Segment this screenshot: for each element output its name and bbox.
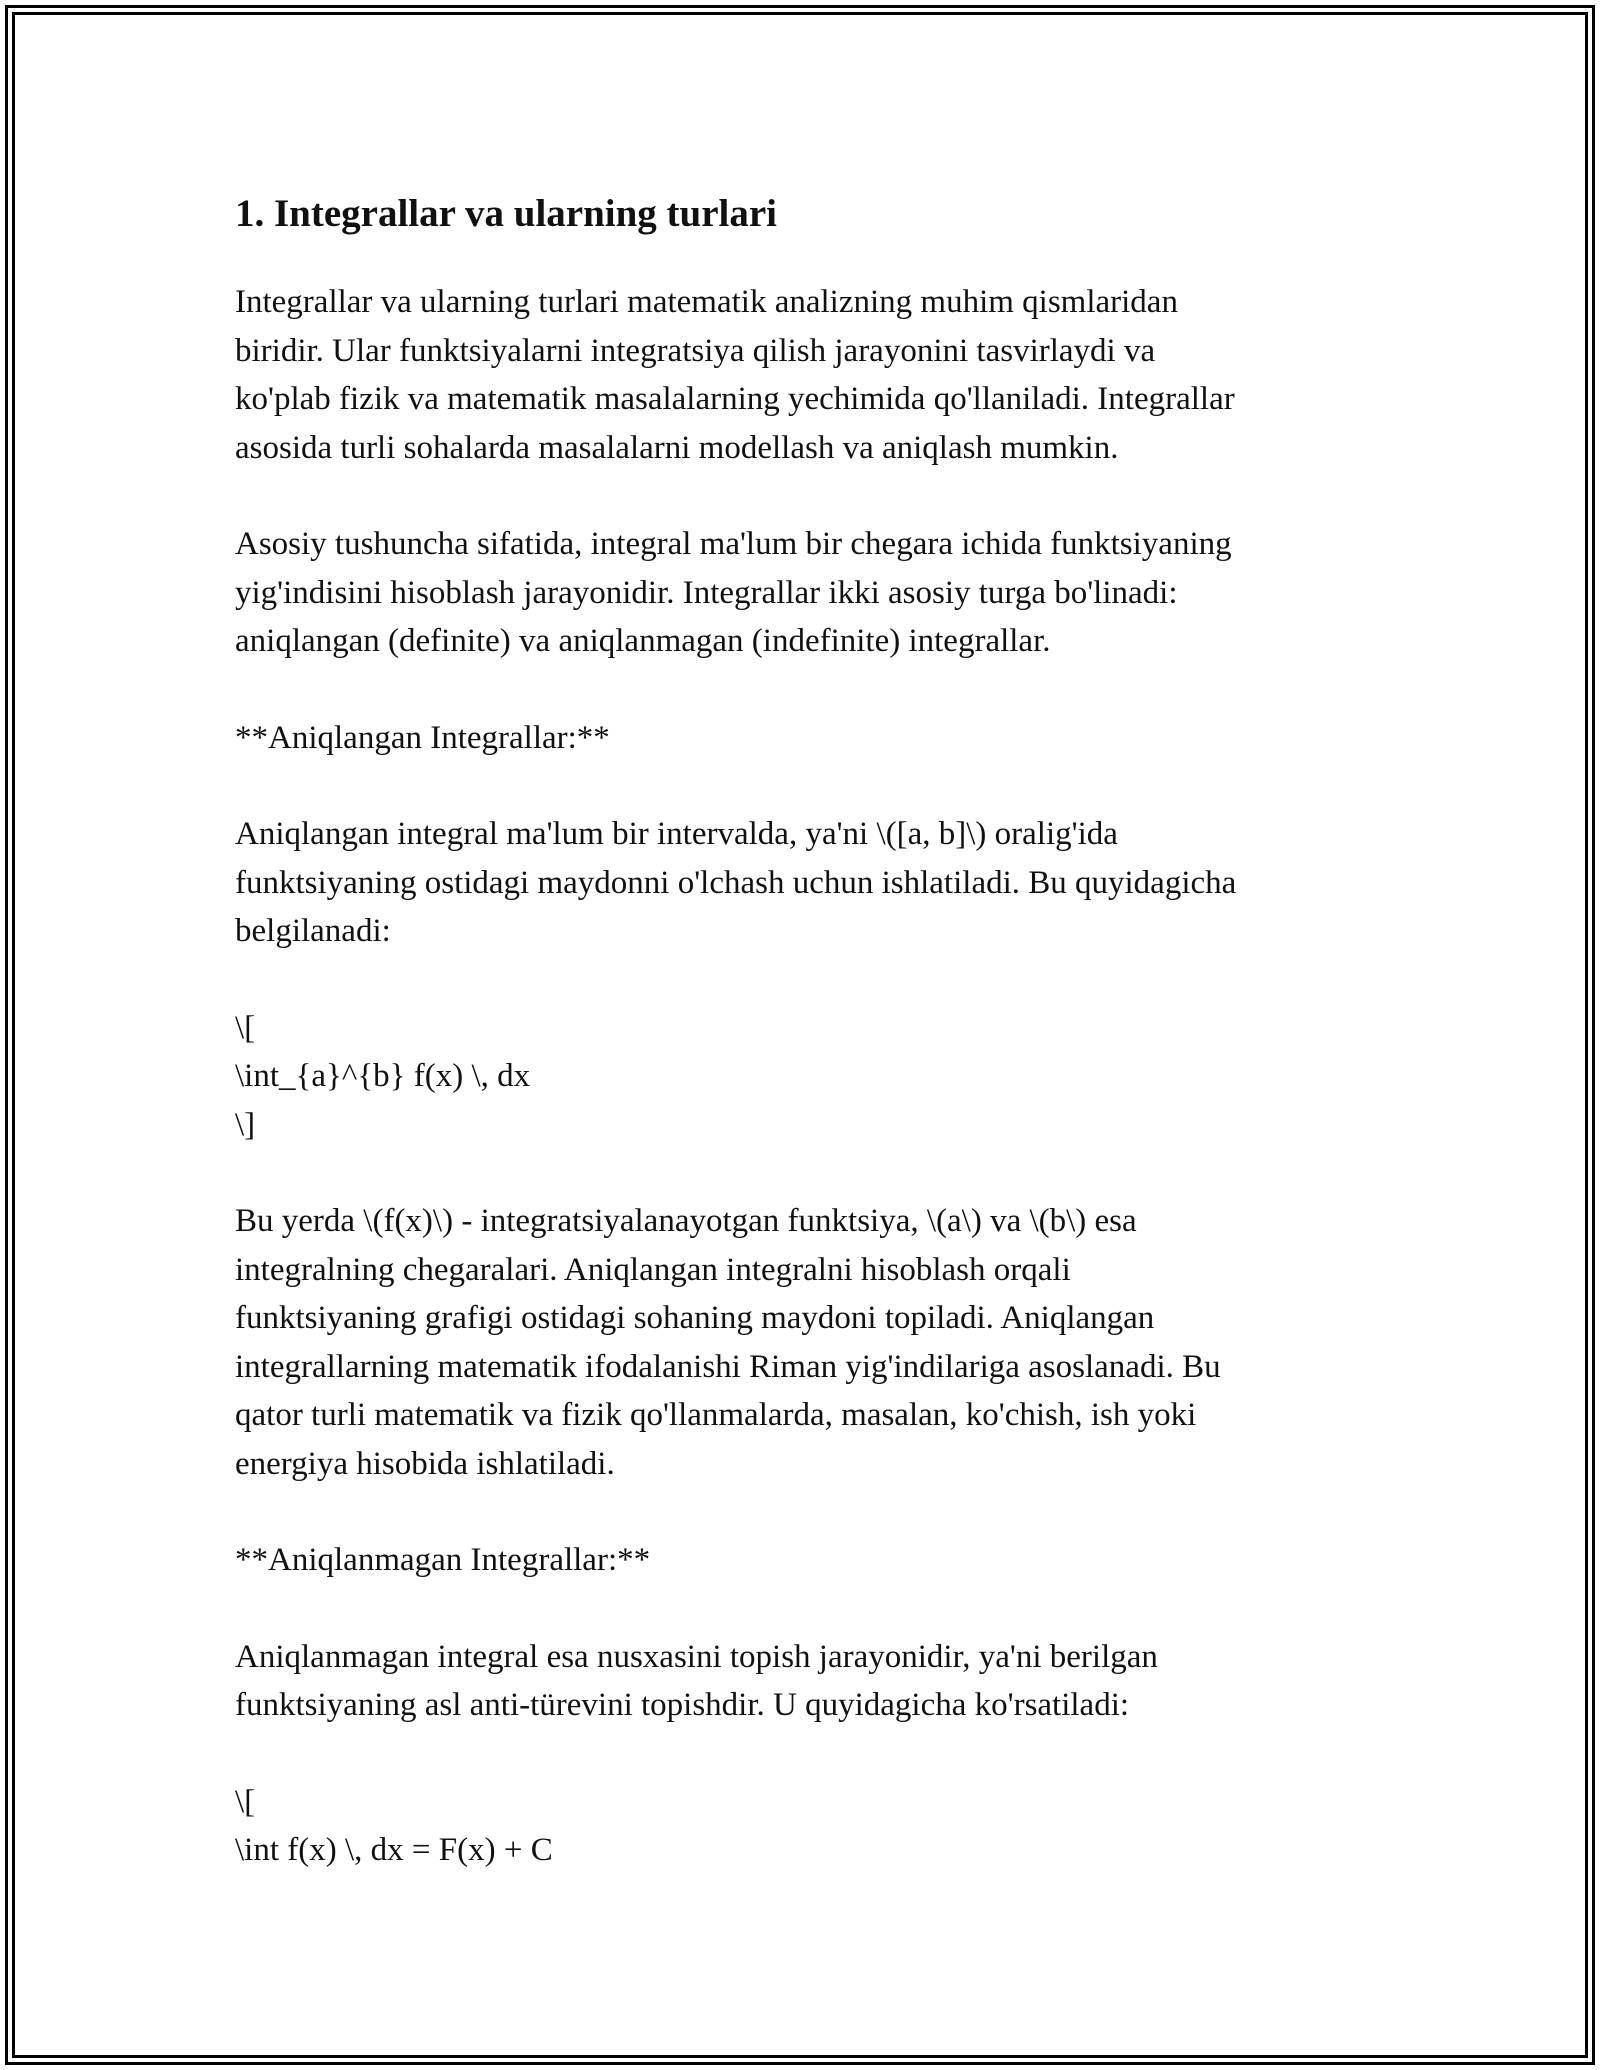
text-line: yig'indisini hisoblash jarayonidir. Integrallar ikki asosiy turga bo'linadi: xyxy=(235,574,1178,611)
text-line: integralning chegaralari. Aniqlangan integralni hisoblash orqali xyxy=(235,1251,1071,1288)
text-line: qator turli matematik va fizik qo'llanmalarda, masalan, ko'chish, ish yoki xyxy=(235,1397,1197,1433)
formula-indefinite xyxy=(235,1778,1385,1875)
formula-line: \[ xyxy=(235,1009,256,1046)
formula-definite xyxy=(235,1004,1385,1150)
text-line: asosida turli sohalarda masalalarni modellash va aniqlash mumkin. xyxy=(235,429,1119,466)
document-body xyxy=(235,184,1385,1923)
subheading-indefinite xyxy=(235,1536,1385,1585)
text-line: energiya hisobida ishlatiladi. xyxy=(235,1445,615,1482)
paragraph-basic-concept xyxy=(235,520,1385,666)
text-line: **Aniqlanmagan Integrallar:** xyxy=(235,1542,651,1578)
section-title: 1. Integrallar va ularning turlari xyxy=(235,192,778,235)
text-line: Aniqlanmagan integral esa nusxasini topish jarayonidir, ya'ni berilgan xyxy=(235,1638,1158,1675)
text-line: integrallarning matematik ifodalanishi Riman yig'indilariga asoslanadi. Bu xyxy=(235,1348,1221,1385)
paragraph-definite xyxy=(235,810,1385,956)
text-line: funktsiyaning grafigi ostidagi sohaning maydoni topiladi. Aniqlangan xyxy=(235,1300,1155,1336)
text-line: aniqlangan (definite) va aniqlanmagan (indefinite) integrallar. xyxy=(235,623,1051,659)
text-line: funktsiyaning asl anti-türevini topishdir. U quyidagicha ko'rsatiladi: xyxy=(235,1687,1130,1723)
formula-line: \] xyxy=(235,1106,256,1143)
formula-line: \int f(x) \, dx = F(x) + C xyxy=(235,1832,553,1868)
text-line: belgilanadi: xyxy=(235,913,391,949)
paragraph-intro xyxy=(235,278,1385,472)
text-line: ko'plab fizik va matematik masalalarning yechimida qo'llaniladi. Integrallar xyxy=(235,381,1235,417)
text-line: Bu yerda \(f(x)\) - integratsiyalanayotgan funktsiya, \(a\) va \(b\) esa xyxy=(235,1203,1137,1239)
text-line: Aniqlangan integral ma'lum bir intervalda, ya'ni \([a, b]\) oralig'ida xyxy=(235,816,1118,852)
text-line: Asosiy tushuncha sifatida, integral ma'lum bir chegara ichida funktsiyaning xyxy=(235,526,1232,562)
text-line: funktsiyaning ostidagi maydonni o'lchash uchun ishlatiladi. Bu quyidagicha xyxy=(235,864,1237,901)
text-line: Integrallar va ularning turlari matematik analizning muhim qismlaridan xyxy=(235,284,1178,320)
formula-line: \int_{a}^{b} f(x) \, dx xyxy=(235,1058,531,1094)
text-line: **Aniqlangan Integrallar:** xyxy=(235,719,610,756)
paragraph-definite-explanation xyxy=(235,1197,1385,1488)
subheading-definite xyxy=(235,714,1385,763)
formula-line: \[ xyxy=(235,1783,256,1820)
text-line: biridir. Ular funktsiyalarni integratsiya qilish jarayonini tasvirlaydi va xyxy=(235,332,1156,369)
paragraph-indefinite xyxy=(235,1633,1385,1730)
